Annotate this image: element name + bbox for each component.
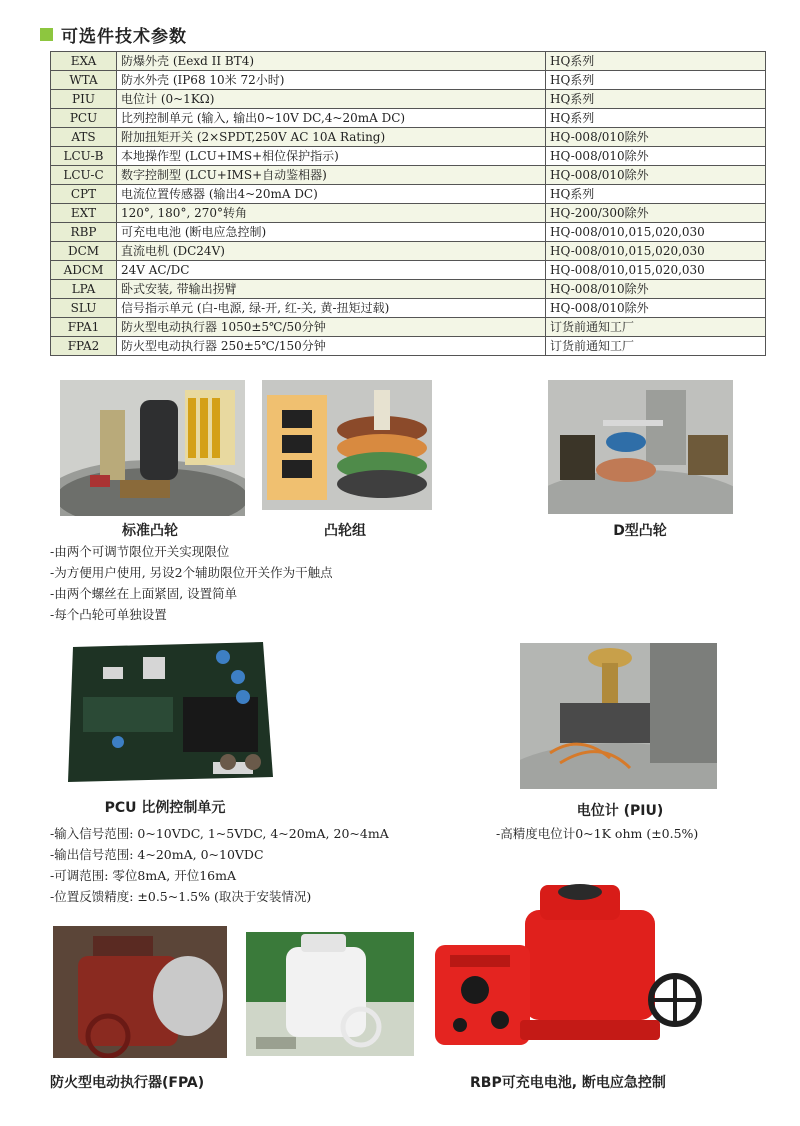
spec-row — [51, 185, 766, 204]
rbp-actuator-photo — [430, 880, 705, 1060]
spec-code: CPT — [51, 185, 117, 204]
rbp-caption: RBP可充电电池, 断电应急控制 — [470, 1075, 666, 1091]
spec-applicable-models: HQ系列 — [546, 52, 766, 71]
spec-description: 24V AC/DC — [117, 261, 546, 280]
piu-photo — [520, 643, 717, 789]
spec-description: 信号指示单元 (白-电源, 绿-开, 红-关, 黄-扭矩过载) — [117, 299, 546, 318]
spec-description: 防爆外壳 (Eexd II BT4) — [117, 52, 546, 71]
spec-code: LPA — [51, 280, 117, 299]
spec-row — [51, 204, 766, 223]
spec-description: 电流位置传感器 (输出4~20mA DC) — [117, 185, 546, 204]
spec-row — [51, 90, 766, 109]
spec-description: 电位计 (0~1KΩ) — [117, 90, 546, 109]
cam-feature-item: -由两个可调节限位开关实现限位 — [50, 544, 230, 559]
spec-row — [51, 261, 766, 280]
piu-caption: 电位计 (PIU) — [576, 803, 664, 819]
spec-applicable-models: HQ-008/010除外 — [546, 280, 766, 299]
spec-row — [51, 318, 766, 337]
cam-feature-item: -每个凸轮可单独设置 — [50, 607, 167, 622]
spec-applicable-models: HQ-008/010,015,020,030 — [546, 261, 766, 280]
spec-applicable-models: HQ系列 — [546, 109, 766, 128]
pcu-features-list — [50, 823, 389, 907]
spec-row — [51, 128, 766, 147]
spec-applicable-models: HQ-008/010除外 — [546, 166, 766, 185]
spec-code: LCU-B — [51, 147, 117, 166]
spec-description: 本地操作型 (LCU+IMS+相位保护指示) — [117, 147, 546, 166]
green-square-icon — [40, 28, 53, 41]
spec-applicable-models: HQ-008/010除外 — [546, 147, 766, 166]
spec-applicable-models: HQ-200/300除外 — [546, 204, 766, 223]
spec-code: FPA1 — [51, 318, 117, 337]
spec-row — [51, 71, 766, 90]
spec-applicable-models: HQ-008/010除外 — [546, 299, 766, 318]
standard-cam-photo — [60, 380, 245, 516]
cam-group-caption: 凸轮组 — [324, 523, 366, 539]
cam-group-photo — [262, 380, 432, 510]
spec-row — [51, 299, 766, 318]
cam-features-list — [50, 541, 333, 625]
spec-description: 附加扭矩开关 (2×SPDT,250V AC 10A Rating) — [117, 128, 546, 147]
spec-code: RBP — [51, 223, 117, 242]
spec-applicable-models: HQ系列 — [546, 185, 766, 204]
spec-code: EXT — [51, 204, 117, 223]
spec-description: 卧式安装, 带输出拐臂 — [117, 280, 546, 299]
spec-description: 120°, 180°, 270°转角 — [117, 204, 546, 223]
spec-code: FPA2 — [51, 337, 117, 356]
spec-description: 数字控制型 (LCU+IMS+自动鉴相器) — [117, 166, 546, 185]
options-spec-table — [50, 51, 766, 356]
cam-feature-item: -为方便用户使用, 另设2个辅助限位开关作为干触点 — [50, 565, 333, 580]
spec-code: ATS — [51, 128, 117, 147]
spec-description: 防火型电动执行器 250±5℃/150分钟 — [117, 337, 546, 356]
pcu-caption: PCU 比例控制单元 — [104, 800, 226, 816]
spec-row — [51, 242, 766, 261]
spec-applicable-models: 订货前通知工厂 — [546, 337, 766, 356]
pcu-feature-item: -输出信号范围: 4~20mA, 0~10VDC — [50, 847, 264, 862]
pcu-feature-item: -输入信号范围: 0~10VDC, 1~5VDC, 4~20mA, 20~4mA — [50, 826, 389, 841]
page-title: 可选件技术参数 — [61, 26, 187, 47]
spec-applicable-models: 订货前通知工厂 — [546, 318, 766, 337]
spec-applicable-models: HQ-008/010,015,020,030 — [546, 223, 766, 242]
section-header — [40, 22, 187, 46]
spec-row — [51, 280, 766, 299]
spec-row — [51, 337, 766, 356]
piu-feature-item: -高精度电位计0~1K ohm (±0.5%) — [496, 826, 699, 841]
spec-applicable-models: HQ-008/010,015,020,030 — [546, 242, 766, 261]
spec-code: SLU — [51, 299, 117, 318]
standard-cam-caption: 标准凸轮 — [122, 523, 178, 539]
spec-row — [51, 166, 766, 185]
spec-row — [51, 147, 766, 166]
spec-row — [51, 52, 766, 71]
spec-code: EXA — [51, 52, 117, 71]
spec-row — [51, 109, 766, 128]
pcu-board-photo — [63, 637, 278, 787]
spec-description: 直流电机 (DC24V) — [117, 242, 546, 261]
d-cam-caption: D型凸轮 — [613, 523, 667, 539]
fpa-photo-white — [246, 932, 414, 1056]
spec-applicable-models: HQ系列 — [546, 71, 766, 90]
spec-description: 比列控制单元 (输入, 输出0~10V DC,4~20mA DC) — [117, 109, 546, 128]
spec-code: PIU — [51, 90, 117, 109]
pcu-feature-item: -可调范围: 零位8mA, 开位16mA — [50, 868, 236, 883]
fpa-photo-wrapped — [53, 926, 227, 1058]
pcu-feature-item: -位置反馈精度: ±0.5~1.5% (取决于安装情况) — [50, 889, 312, 904]
fpa-caption: 防火型电动执行器(FPA) — [50, 1075, 205, 1091]
spec-code: DCM — [51, 242, 117, 261]
spec-applicable-models: HQ系列 — [546, 90, 766, 109]
spec-code: PCU — [51, 109, 117, 128]
cam-feature-item: -由两个螺丝在上面紧固, 设置简单 — [50, 586, 238, 601]
spec-row — [51, 223, 766, 242]
spec-code: LCU-C — [51, 166, 117, 185]
spec-description: 可充电电池 (断电应急控制) — [117, 223, 546, 242]
spec-code: WTA — [51, 71, 117, 90]
spec-applicable-models: HQ-008/010除外 — [546, 128, 766, 147]
spec-description: 防水外壳 (IP68 10米 72小时) — [117, 71, 546, 90]
d-cam-photo — [548, 380, 733, 514]
spec-description: 防火型电动执行器 1050±5℃/50分钟 — [117, 318, 546, 337]
spec-code: ADCM — [51, 261, 117, 280]
piu-features-list — [496, 823, 698, 844]
